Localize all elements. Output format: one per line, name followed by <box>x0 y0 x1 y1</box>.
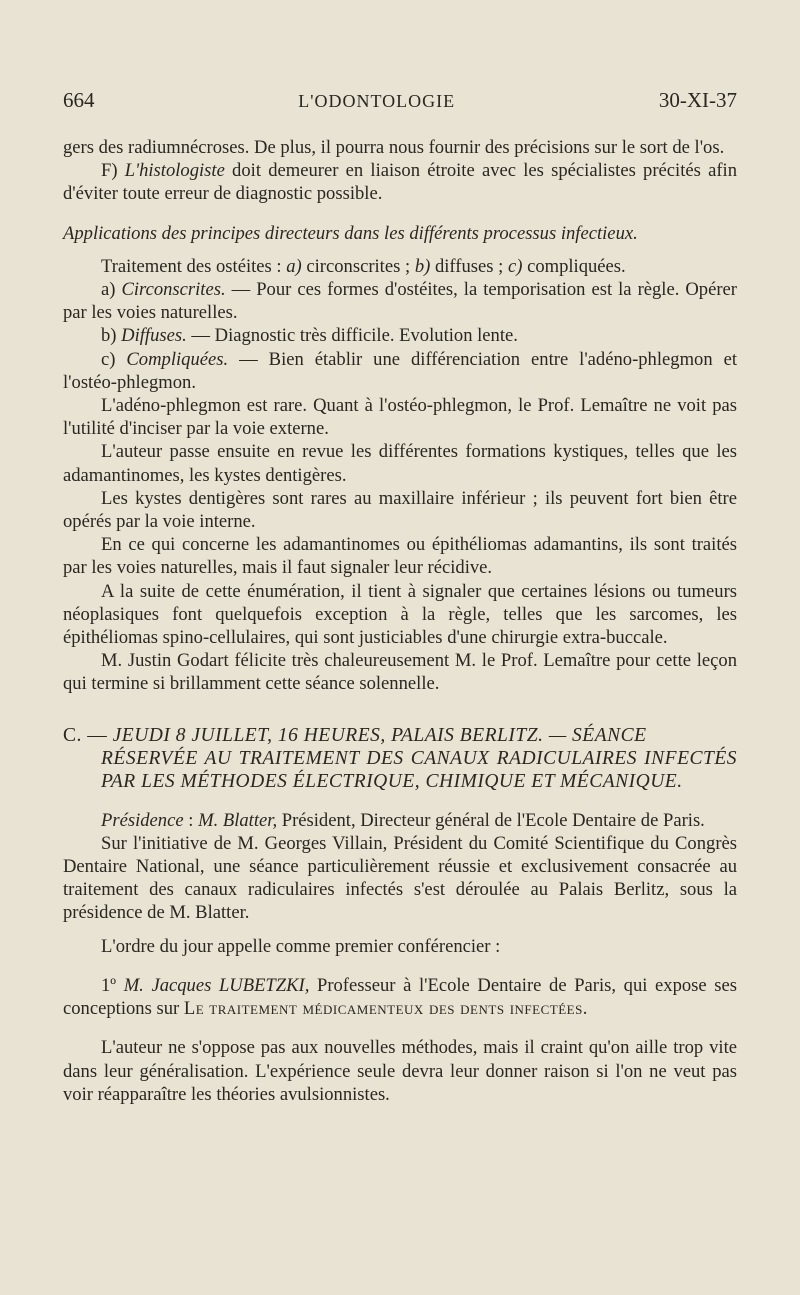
paragraph: L'auteur ne s'oppose pas aux nouvelles méthodes, mais il craint qu'on aille trop vite dans leur généralisation. L'expérience seule devra leur donner raison si l'on ne veut pas voir réapparaître les théories avulsionnistes. <box>63 1037 737 1105</box>
paragraph: 1º M. Jacques LUBETZKI, Professeur à l'Ecole Dentaire de Paris, qui expose ses conceptions sur Le traitement médicamenteux des dents infectées. <box>63 974 737 1020</box>
paragraph: A la suite de cette énumération, il tient à signaler que certaines lésions ou tumeurs néoplasiques font quelquefois exception à la règle, telles que les sarcomes, les épithéliomas spino-cellulaires, qui sont justiciables d'une chirurgie extra-buccale. <box>63 580 737 649</box>
paragraph: Présidence : M. Blatter, Président, Directeur général de l'Ecole Dentaire de Paris. <box>101 809 705 831</box>
page-number: 664 <box>63 88 95 112</box>
paragraph: Sur l'initiative de M. Georges Villain, Président du Comité Scientifique du Congrès Dentaire National, une séance particulièrement réussie et exclusivement consacrée au traitement des canaux radiculaires infectés s'est déroulée au Palais Berlitz, sous la présidence de M. Blatter. <box>63 832 737 924</box>
running-header <box>63 88 737 118</box>
paragraph: L'adéno-phlegmon est rare. Quant à l'ostéo-phlegmon, le Prof. Lemaître ne voit pas l'utilité d'inciser par la voie externe. <box>63 395 737 440</box>
paragraph: F) L'histologiste doit demeurer en liaison étroite avec les spécialistes précités afin d'éviter toute erreur de diagnostic possible. <box>63 160 737 205</box>
paragraph: a) Circonscrites. — Pour ces formes d'ostéites, la temporisation est la règle. Opérer par les voies naturelles. <box>63 279 737 324</box>
section-heading: C. — JEUDI 8 JUILLET, 16 HEURES, PALAIS BERLITZ. — SÉANCE RÉSERVÉE AU TRAITEMENT DES CANAUX RADICULAIRES INFECTÉS PAR LES MÉTHODES ÉLECTRIQUE, CHIMIQUE ET MÉCANIQUE. <box>63 724 737 792</box>
paragraph: c) Compliquées. — Bien établir une différenciation entre l'adéno-phlegmon et l'ostéo-phlegmon. <box>63 348 738 393</box>
paragraph: L'auteur passe ensuite en revue les différentes formations kystiques, telles que les adamantinomes, les kystes dentigères. <box>63 441 737 486</box>
paragraph: M. Justin Godart félicite très chaleureusement M. le Prof. Lemaître pour cette leçon qui termine si brillamment cette séance solennelle. <box>63 650 737 695</box>
paragraph: Traitement des ostéites : a) circonscrites ; b) diffuses ; c) compliquées. <box>101 255 626 277</box>
paragraph: Les kystes dentigères sont rares au maxillaire inférieur ; ils peuvent fort bien être opérés par la voie interne. <box>63 487 737 533</box>
issue-date: 30-XI-37 <box>658 88 737 112</box>
page-body <box>63 136 737 1106</box>
paragraph: L'ordre du jour appelle comme premier conférencier : <box>101 935 501 957</box>
paragraph: En ce qui concerne les adamantinomes ou épithéliomas adamantins, ils sont traités par les voies naturelles, mais il faut signaler leur récidive. <box>63 534 737 579</box>
paragraph: b) Diffuses. — Diagnostic très difficile. Evolution lente. <box>101 325 518 347</box>
journal-title: L'ODONTOLOGIE <box>298 91 456 111</box>
subheading: Applications des principes directeurs dans les différents processus infectieux. <box>63 222 638 244</box>
paragraph: gers des radiumnécroses. De plus, il pourra nous fournir des précisions sur le sort de l'os. <box>63 137 725 158</box>
